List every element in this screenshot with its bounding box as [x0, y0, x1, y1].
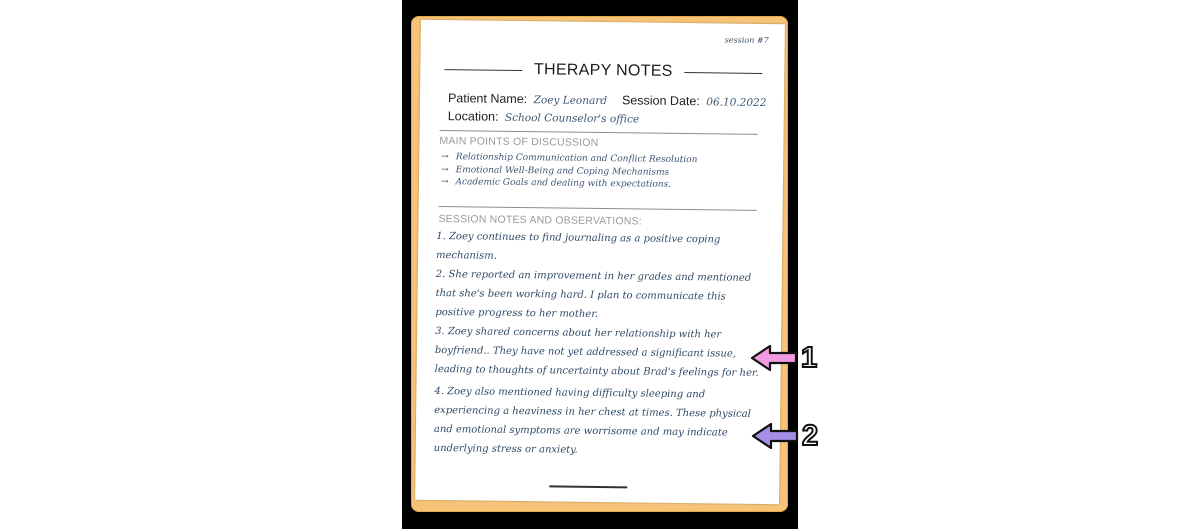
callout-number: 2: [802, 419, 819, 452]
list-item: → Emotional Well-Being and Coping Mechanisms: [441, 164, 670, 178]
title-rule-left: [444, 69, 522, 71]
patient-name-value: Zoey Leonard: [533, 94, 608, 108]
location-label: Location:: [447, 109, 499, 124]
title-rule-right: [684, 72, 762, 74]
session-notes: [434, 227, 767, 462]
callout-2: [751, 421, 818, 451]
pink-arrow-icon: [750, 343, 798, 373]
patient-row: [448, 91, 767, 109]
location-value: School Counselor's office: [504, 111, 640, 126]
list-item: → Relationship Communication and Conflict Resolution: [441, 152, 698, 166]
list-item: → Academic Goals and dealing with expectations.: [440, 177, 672, 190]
divider: [440, 130, 758, 135]
session-date-value: 06.10.2022: [706, 96, 767, 110]
callout-1: [750, 343, 817, 373]
purple-arrow-icon: [751, 421, 799, 451]
note-3: 3. Zoey shared concerns about her relationship with her boyfriend.. They have not yet addressed a significant issue, leading to thoughts of uncertainty about Brad's feelings for her.: [434, 325, 759, 379]
discussion-list: [441, 151, 761, 192]
callout-number: 1: [801, 341, 818, 374]
session-number: session #7: [724, 35, 769, 46]
document-title: THERAPY NOTES: [533, 61, 673, 80]
note-1: 1. Zoey continues to find journaling as a positive coping mechanism.: [436, 230, 721, 262]
title-row: [444, 60, 762, 82]
divider: [439, 206, 757, 211]
arrow-icon: →: [441, 164, 449, 175]
notes-heading: SESSION NOTES AND OBSERVATIONS:: [438, 213, 642, 228]
arrow-icon: →: [440, 177, 449, 188]
note-4: 4. Zoey also mentioned having difficulty sleeping and experiencing a heaviness in her chest at times. These physical and emotional symptoms are worrisome and may indicate underlying stress or anxiety.: [433, 385, 751, 456]
therapy-notes-sheet: [415, 20, 785, 504]
patient-name-label: Patient Name:: [447, 91, 528, 107]
location-row: [448, 109, 640, 125]
session-date-label: Session Date:: [621, 93, 700, 109]
discussion-heading: MAIN POINTS OF DISCUSSION: [439, 135, 599, 149]
arrow-icon: →: [441, 152, 449, 163]
handwritten-underline: [549, 485, 627, 487]
note-2: 2. She reported an improvement in her grades and mentioned that she's been working hard. I plan to communicate this positive progress to her mother.: [435, 268, 752, 320]
